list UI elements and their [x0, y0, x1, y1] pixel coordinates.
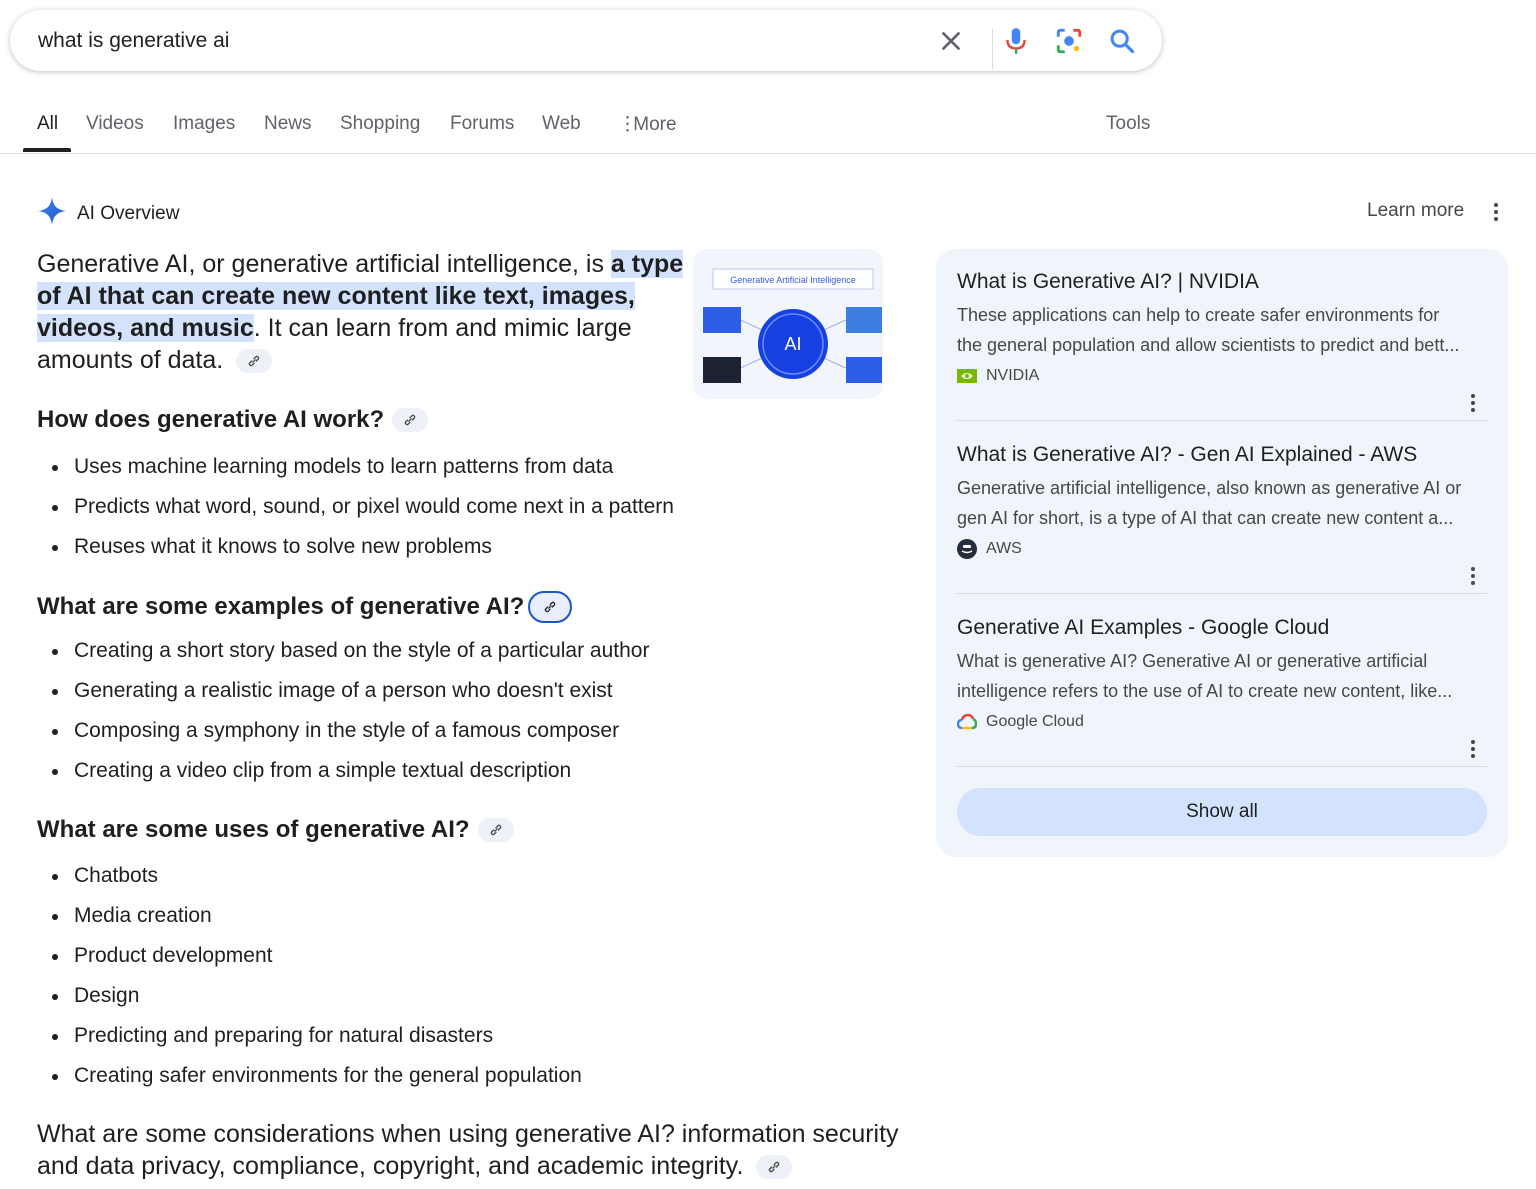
source-card-google-cloud[interactable] [957, 616, 1487, 732]
list-item: Creating a short story based on the style of a particular author [52, 631, 649, 671]
source-divider [957, 593, 1487, 594]
examples-list [52, 631, 649, 791]
sources-panel [936, 249, 1508, 857]
tab-news[interactable]: News [264, 113, 312, 134]
source-snippet: Generative artificial intelligence, also known as generative AI or [957, 478, 1462, 498]
overview-intro: Generative AI, or generative artificial intelligence, is a type of AI that can create new content like text, images, videos, and music. It can learn from and mimic large amounts of data. [37, 250, 684, 374]
source-site: AWS [957, 539, 1487, 559]
ai-overview-header [37, 196, 179, 231]
overview-closing: What are some considerations when using generative AI? information security and data privacy, compliance, copyright, and academic integrity. [37, 1120, 899, 1180]
search-bar [10, 10, 1162, 71]
uses-list [52, 856, 582, 1096]
tab-videos[interactable]: Videos [86, 113, 144, 134]
source-card-aws[interactable] [957, 443, 1487, 559]
source-site: Google Cloud [957, 712, 1487, 732]
nvidia-logo-icon [957, 366, 977, 386]
thumb-center-label: AI [784, 334, 802, 354]
list-item: Creating a video clip from a simple textual description [52, 751, 649, 791]
tab-forums[interactable]: Forums [450, 113, 515, 134]
source-snippet: What is generative AI? Generative AI or generative artificial [957, 651, 1428, 671]
tab-all[interactable]: All [37, 113, 59, 134]
active-tab-indicator [23, 148, 71, 152]
source-divider [957, 766, 1487, 767]
highlighted-definition: a type of AI that can create new content like text, images, videos, and music [37, 250, 684, 342]
more-options-icon[interactable] [1486, 200, 1506, 224]
list-item: Composing a symphony in the style of a famous composer [52, 711, 649, 751]
tab-web[interactable]: Web [542, 113, 581, 134]
source-site: NVIDIA [957, 366, 1487, 386]
source-link-chip[interactable] [392, 408, 428, 432]
source-options-icon[interactable] [1467, 738, 1479, 760]
list-item: Reuses what it knows to solve new problems [52, 527, 674, 567]
source-title[interactable]: Generative AI Examples - Google Cloud [957, 616, 1330, 639]
source-snippet: gen AI for short, is a type of AI that can create new content a... [957, 508, 1454, 528]
tab-shopping[interactable]: Shopping [340, 113, 421, 134]
thumb-caption: Generative Artificial Intelligence [730, 275, 856, 285]
source-title[interactable]: What is Generative AI? | NVIDIA [957, 270, 1259, 293]
source-title[interactable]: What is Generative AI? - Gen AI Explained - AWS [957, 443, 1418, 466]
tab-more[interactable]: ⋮ More [618, 114, 677, 135]
source-options-icon[interactable] [1467, 565, 1479, 587]
section-heading-uses: What are some uses of generative AI? [37, 816, 514, 844]
more-vert-icon: ⋮ [618, 114, 637, 135]
list-item: Media creation [52, 896, 582, 936]
list-item: Generating a realistic image of a person who doesn't exist [52, 671, 649, 711]
list-item: Predicts what word, sound, or pixel would come next in a pattern [52, 487, 674, 527]
list-item: Uses machine learning models to learn patterns from data [52, 447, 674, 487]
overview-thumbnail[interactable] [693, 249, 883, 399]
tools-button[interactable]: Tools [1106, 113, 1151, 134]
how-list [52, 447, 674, 567]
camera-lens-icon[interactable] [1054, 26, 1084, 56]
clear-icon[interactable] [936, 26, 966, 56]
aws-logo-icon [957, 539, 977, 559]
source-snippet: intelligence refers to the use of AI to create new content, like... [957, 681, 1453, 701]
search-tabs [0, 100, 1536, 154]
search-icon[interactable] [1107, 26, 1137, 56]
list-item: Predicting and preparing for natural disasters [52, 1016, 582, 1056]
source-link-chip[interactable] [756, 1155, 792, 1179]
source-snippet: the general population and allow scientists to predict and bett... [957, 335, 1460, 355]
ai-overview-title: AI Overview [77, 202, 180, 224]
list-item: Chatbots [52, 856, 582, 896]
google-cloud-logo-icon [957, 712, 977, 732]
microphone-icon[interactable] [1001, 26, 1031, 56]
search-divider [992, 29, 993, 69]
section-heading-how: How does generative AI work? [37, 406, 428, 434]
source-snippet: These applications can help to create safer environments for [957, 305, 1440, 325]
source-card-nvidia[interactable] [957, 270, 1487, 386]
source-divider [957, 420, 1487, 421]
list-item: Product development [52, 936, 582, 976]
list-item: Creating safer environments for the general population [52, 1056, 582, 1096]
source-options-icon[interactable] [1467, 392, 1479, 414]
section-heading-examples: What are some examples of generative AI? [37, 591, 572, 623]
search-input[interactable]: what is generative ai [38, 29, 230, 52]
source-link-chip[interactable] [236, 349, 272, 373]
source-link-chip[interactable] [478, 818, 514, 842]
learn-more-link[interactable]: Learn more [1367, 200, 1465, 221]
list-item: Design [52, 976, 582, 1016]
show-all-button[interactable]: Show all [957, 788, 1487, 836]
source-link-chip-focused[interactable] [528, 591, 572, 623]
tab-images[interactable]: Images [173, 113, 236, 134]
sparkle-icon [37, 196, 67, 231]
